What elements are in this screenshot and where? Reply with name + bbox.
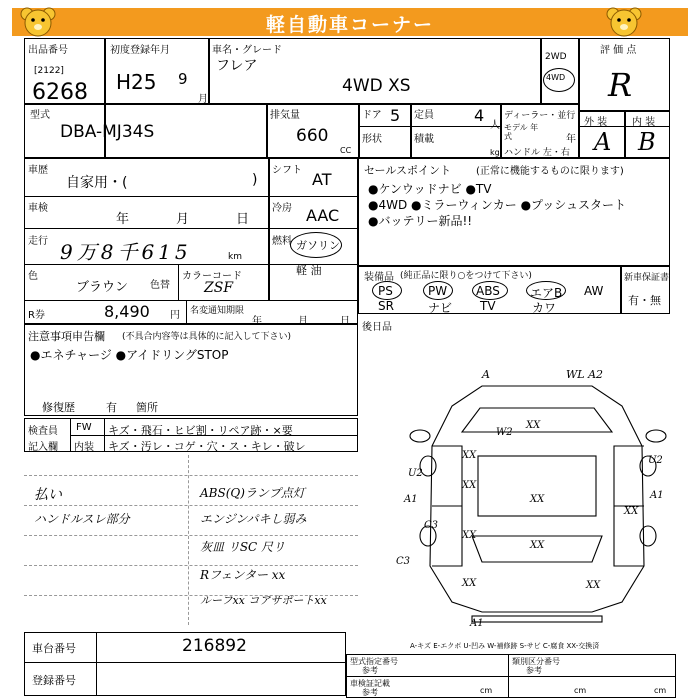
meigi-label: 名変通知期限: [190, 306, 245, 316]
mark-a1-bottom: A1: [470, 618, 484, 629]
grade-text: 4WD XS: [342, 76, 411, 96]
fuel-circled: ガソリン: [296, 239, 340, 252]
reg-month-unit: 月: [198, 94, 208, 105]
cc-value: 660: [296, 126, 329, 146]
grade-label: 評 価 点: [600, 45, 637, 56]
hw-left1: 払い: [34, 487, 62, 503]
equip-ps-circle: [372, 281, 402, 300]
shift-value: AT: [312, 170, 332, 189]
ref3-label: 参考: [362, 688, 378, 697]
mark-u2-left: U2: [408, 468, 423, 479]
cc-unit: CC: [340, 146, 352, 155]
shaken-month: 月: [176, 212, 190, 227]
ext-value: A: [594, 128, 612, 156]
reg-num-label: 登録番号: [32, 674, 76, 687]
repair-label: 修復歴: [42, 401, 75, 414]
rear-label: 後日品: [362, 322, 392, 333]
sales-line3: ●バッテリー新品!!: [368, 214, 473, 228]
mark-a1-right: A1: [650, 490, 664, 501]
name-label: 車名・グレード: [212, 45, 282, 56]
reg-label: 初度登録年月: [110, 45, 170, 56]
lot-label: 出品番号: [28, 45, 68, 56]
hw-right4: Rフェンター xx: [200, 568, 286, 582]
notes-line1: ●エネチャージ ●アイドリングSTOP: [30, 348, 229, 362]
mark-c3-lower: C3: [396, 556, 411, 567]
mark-xx-6: XX: [462, 530, 477, 541]
hw-right5: ルーフxx コアサポートxx: [200, 594, 327, 607]
door-value: 5: [390, 106, 401, 125]
mark-a-top: A: [482, 368, 490, 381]
hw-right1: ABS(Q)ランプ点灯: [200, 486, 305, 500]
inspect-int: 内装: [74, 442, 94, 453]
ac-value: AAC: [306, 206, 340, 225]
new-car-value: 有・無: [628, 294, 661, 307]
sales-note: (正常に機能するものに限ります): [476, 166, 624, 177]
fuel-label: 燃料: [272, 236, 292, 247]
chassis-value: 216892: [182, 636, 247, 656]
color-code-label: カラーコード: [182, 271, 242, 282]
lot-sub: [2122]: [34, 66, 64, 76]
type-designation-label: 型式指定番号: [350, 657, 398, 666]
equip-ps: PS: [378, 284, 393, 298]
mark-u2-right: U2: [648, 455, 663, 466]
meigi-month: 月: [298, 316, 308, 327]
reg-month: 9: [178, 70, 188, 88]
history-close: ): [252, 172, 258, 188]
equip-title: 装備品: [364, 272, 394, 283]
cm1-label: cm: [480, 686, 493, 695]
drive-2wd: 2WD: [545, 52, 567, 62]
cap-label: 定員: [414, 110, 434, 121]
shaken-year: 年: [116, 212, 130, 227]
sales-title: セールスポイント: [364, 164, 452, 177]
equip-aw: AW: [584, 284, 604, 298]
model-name: フレア: [216, 58, 258, 74]
ext-label: 外 装: [584, 117, 608, 128]
mark-c3-upper: C3: [424, 520, 439, 531]
mark-w2: W2: [496, 427, 513, 438]
equip-navi: ナビ: [428, 301, 453, 315]
equip-airbag-circle: [526, 281, 566, 300]
type-value: DBA-MJ34S: [60, 122, 155, 142]
mark-wl-a2: WL A2: [566, 368, 604, 381]
shape-label: 形状: [362, 134, 382, 145]
record-label: 記入欄: [28, 442, 58, 453]
equip-abs: ABS: [476, 284, 500, 298]
history-label: 車歴: [28, 165, 48, 176]
cap-unit: 人: [490, 120, 500, 131]
equip-leather: カワ: [532, 301, 557, 315]
ac-label: 冷房: [272, 203, 292, 214]
inspect-fw: FW: [76, 422, 92, 433]
hw-right3: 灰皿 リSC 尺リ: [200, 540, 286, 554]
equip-airbag: エアB: [530, 286, 563, 300]
bear-mascot-left-icon: [18, 5, 58, 39]
mileage-unit: km: [228, 252, 242, 262]
class-label: 類別区分番号: [512, 657, 560, 666]
cert-label: 車検証記載: [350, 679, 390, 688]
hw-left2: ハンドルスレ部分: [34, 512, 130, 526]
color-value: ブラウン: [76, 280, 129, 295]
mark-xx-9: XX: [530, 540, 545, 551]
mark-xx-3: XX: [462, 480, 477, 491]
inspect-label: 検査員: [28, 426, 58, 437]
fuel-other: 軽 油: [296, 264, 322, 277]
notes-title: 注意事項申告欄: [28, 330, 105, 343]
equip-sr: SR: [378, 299, 394, 313]
cap-value: 4: [474, 106, 485, 125]
chassis-label: 車台番号: [32, 642, 76, 655]
model-year-unit: 年: [566, 134, 576, 145]
new-car-label: 新車保証書: [624, 273, 670, 283]
ref2-label: 参考: [526, 666, 542, 675]
load-label: 積載: [414, 134, 434, 145]
recycle-unit: 円: [170, 310, 180, 321]
mark-xx-8: XX: [586, 580, 601, 591]
sales-line1: ●ケンウッドナビ ●TV: [368, 182, 492, 196]
mark-xx-1: XX: [526, 420, 541, 431]
door-label: ドア: [362, 110, 382, 121]
color-label: 色: [28, 271, 38, 282]
cm2-label: cm: [574, 686, 587, 695]
mark-xx-4: XX: [530, 494, 545, 505]
lot-number: 6268: [32, 80, 88, 105]
hw-right2: エンジンパキし弱み: [200, 512, 307, 526]
load-unit: kg: [490, 148, 500, 157]
cm3-label: cm: [654, 686, 667, 695]
equip-pw: PW: [428, 284, 448, 298]
sales-line2: ●4WD ●ミラーウィンカー ●プッシュスタート: [368, 198, 626, 212]
cc-label: 排気量: [270, 110, 300, 121]
drive-4wd: 4WD: [546, 73, 566, 82]
equip-pw-circle: [423, 281, 453, 300]
inspect-fw-items: キズ・飛石・ヒビ割・リペア跡・×要: [108, 424, 293, 437]
repair-place: 箇所: [136, 401, 158, 414]
repair-value: 有: [106, 401, 117, 414]
equip-note: (純正品に限り○をつけて下さい): [400, 271, 532, 281]
int-label: 内 装: [632, 117, 656, 128]
bear-mascot-right-icon: [604, 5, 644, 39]
shaken-day: 日: [236, 212, 250, 227]
mileage-label: 走行: [28, 236, 48, 247]
history-value: 自家用・(: [66, 175, 128, 191]
meigi-day: 日: [340, 316, 350, 327]
grade-value: R: [608, 66, 633, 104]
mark-xx-5: XX: [624, 506, 639, 517]
color-num-label: 色替: [150, 280, 170, 291]
header-title: 軽自動車コーナー: [265, 14, 434, 36]
mark-xx-7: XX: [462, 578, 477, 589]
diagram-legend: A-キズ E-エクボ U-凹み W-補修跡 S-サビ C-腐食 XX-交換済: [410, 642, 600, 650]
shaken-label: 車検: [28, 203, 48, 214]
ref1-label: 参考: [362, 666, 378, 675]
mileage-value: 9万8千615: [60, 240, 192, 264]
type-label: 型式: [30, 110, 50, 121]
reg-year: H25: [116, 70, 157, 94]
equip-abs-circle: [472, 281, 508, 300]
equip-tv: TV: [480, 299, 496, 313]
recycle-value: 8,490: [104, 302, 150, 321]
mark-xx-2: XX: [462, 450, 477, 461]
model-year-label: モデル 年式: [504, 123, 539, 141]
dealer-label: ディーラー・並行: [504, 111, 576, 121]
meigi-year: 年: [252, 316, 262, 327]
recycle-label: R券: [28, 310, 45, 321]
notes-sub: (不具合内容等は具体的に記入して下さい): [122, 332, 292, 342]
mark-a1-left: A1: [404, 494, 418, 505]
int-value: B: [638, 128, 656, 156]
handle-label: ハンドル 左・右: [504, 148, 570, 158]
inspect-int-items: キズ・汚レ・コゲ・穴・ス・キレ・破レ: [108, 440, 306, 453]
color-code: ZSF: [204, 280, 234, 296]
shift-label: シフト: [272, 165, 302, 176]
